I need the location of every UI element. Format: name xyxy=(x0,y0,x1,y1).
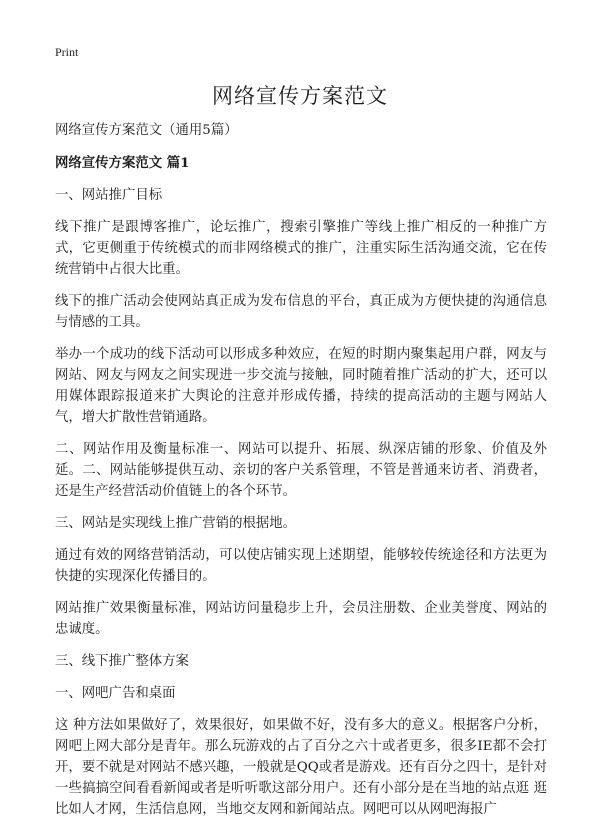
paragraph: 三、网站是实现线上推广营销的根据地。 xyxy=(55,516,297,531)
paragraph: 这 种方法如果做好了，效果很好，如果做不好，没有多大的意义。根据客户分析，网吧上网大部分是青年。那么玩游戏的占了百分之六十或者更多，很多IE都不会打 开，要不就是对网站不感兴趣，一般就是QQ或者是游戏。还有百分之四十，是针对一些搞搞空间看看新闻或者是听听歌这部分用户。还有小部分是在当地的站点逛 逛比如人才网，生活信息网，当地交友网和新闻站点。网吧可以从网吧海报广 xyxy=(55,718,547,817)
document-title: 网络宣传方案范文 xyxy=(212,84,388,108)
paragraph-plan-heading: 三、线下推广整体方案 xyxy=(55,654,189,669)
document-body xyxy=(55,120,547,831)
paragraph: 通过有效的网络营销活动，可以使店铺实现上述期望，能够较传统途径和方法更为快捷的实现深化传播目的。 xyxy=(55,548,547,584)
paragraph: 线下推广是跟博客推广，论坛推广，搜索引擎推广等线上推广相反的一种推广方式，它更侧重于传统模式的而非网络模式的推广，注重实际生活沟通交流，它在传统营销中占很大比重。 xyxy=(55,220,547,277)
paragraph: 二、网站作用及衡量标准一、网站可以提升、拓展、纵深店铺的形象、价值及外延。二、网站能够提供互动、亲切的客户关系管理，不管是普通来访者、消费者，还是生产经营活动价值链上的各个环节。 xyxy=(55,442,547,499)
paragraph: 线下的推广活动会使网站真正成为发布信息的平台，真正成为方便快捷的沟通信息与情感的工具。 xyxy=(55,294,547,330)
paragraph: 举办一个成功的线下活动可以形成多种效应，在短的时期内聚集起用户群，网友与网站、网友与网友之间实现进一步交流与接触，同时随着推广活动的扩大，还可以用媒体跟踪报道来扩大舆论的注意并形成传播，持续的提高活动的主题与网站人气，增大扩散性营销通路。 xyxy=(55,347,547,425)
paragraph: 网站推广效果衡量标准，网站访问量稳步上升，会员注册数、企业美誉度、网站的忠诚度。 xyxy=(55,601,547,637)
section-title: 网络宣传方案范文 篇1 xyxy=(55,155,190,171)
paragraph-subheading: 一、网吧广告和桌面 xyxy=(55,686,176,701)
document-subtitle: 网络宣传方案范文（通用5篇） xyxy=(55,123,238,138)
paragraph-goal-heading: 一、网站推广目标 xyxy=(55,188,163,203)
print-label: Print xyxy=(55,45,79,59)
